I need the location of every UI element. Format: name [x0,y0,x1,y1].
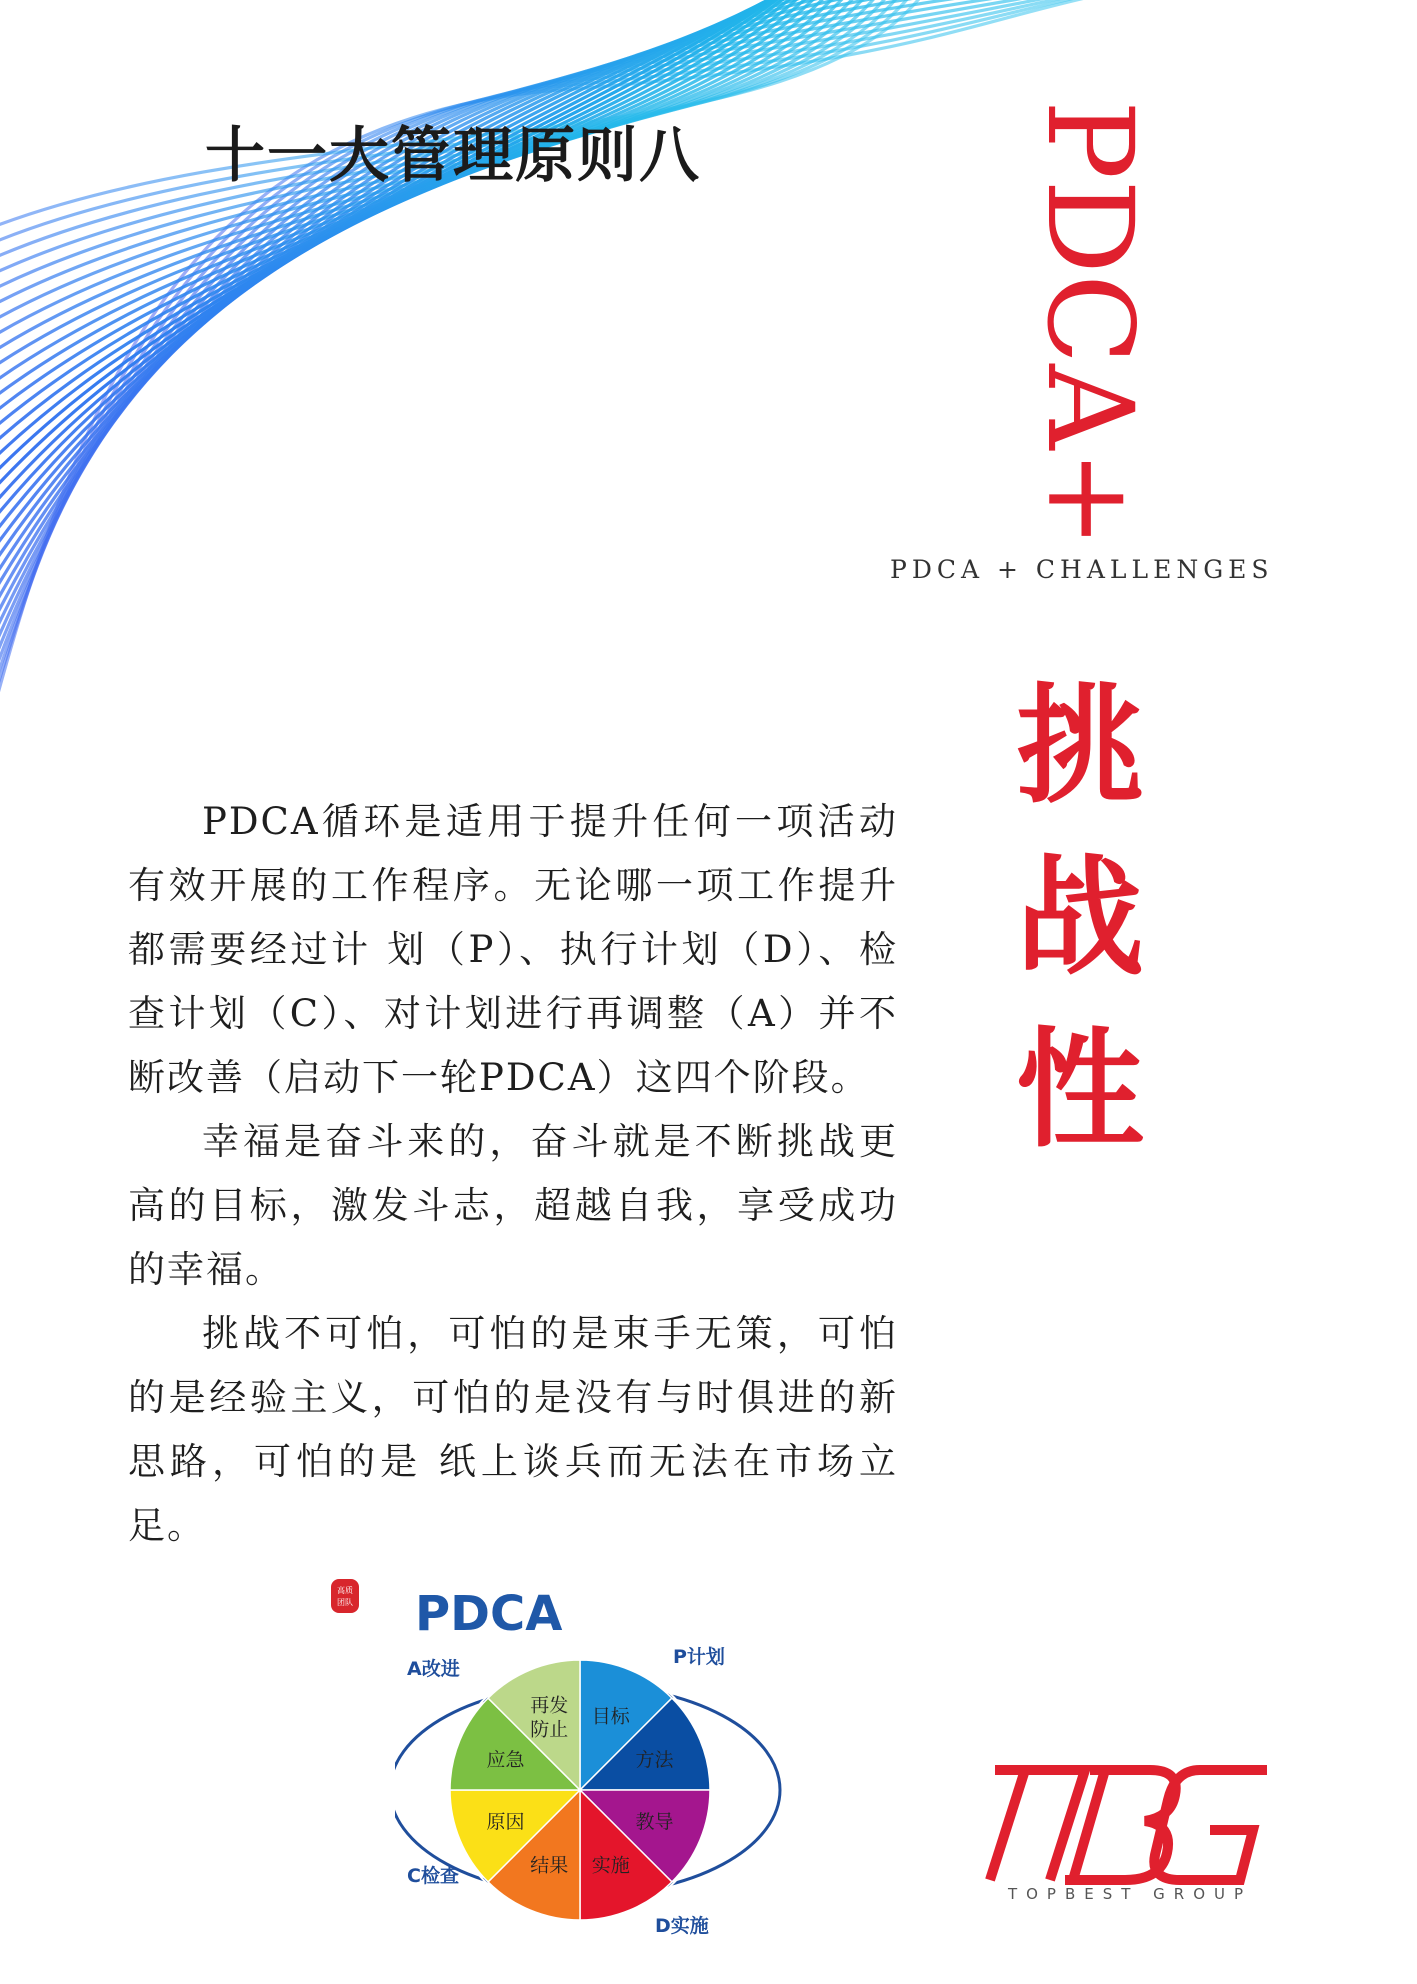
vertical-char-1: 挑 [1015,671,1144,821]
label-c-check: C检查 [407,1865,459,1887]
pdca-segment-label: 原因 [486,1810,525,1833]
paragraph-2: 幸福是奋斗来的，奋斗就是不断挑战更高的目标，激发斗志，超越自我，享受成功的幸福。 [128,1120,898,1291]
pdca-title: PDCA [415,1586,563,1642]
logo-subtitle: TOPBEST GROUP [1007,1885,1253,1903]
vertical-char-2: 战 [1015,843,1144,993]
pdca-segment-label: 再发防止 [530,1694,569,1741]
page-heading: 十一大管理原则八 [205,121,701,191]
label-d-do: D实施 [655,1915,709,1937]
pdca-segment-label: 应急 [486,1749,525,1772]
label-a-improve: A改进 [407,1658,460,1680]
vertical-char-3: 性 [1015,1015,1144,1165]
paragraph-1: PDCA循环是适用于提升任何一项活动有效开展的工作程序。无论哪一项工作提升 都需要经过计 划（P）、执行计划（D）、检查计划（C）、对计划进行再调整（A）并不断改善（启动下一轮PDCA）这四个阶段。 [128,800,898,1099]
pdca-segment-label: 教导 [635,1810,674,1833]
pdca-segment-label: 目标 [591,1705,630,1728]
seal-stamp [330,1578,360,1614]
vertical-title-wrap [1021,95,1159,549]
svg-text:高质: 高质 [337,1586,353,1595]
paragraph-3: 挑战不可怕，可怕的是束手无策，可怕的是经验主义，可怕的是没有与时俱进的新思路，可怕的是 纸上谈兵而无法在市场立足。 [128,1312,898,1547]
pdca-segment-label: 实施 [591,1854,630,1877]
svg-text:团队: 团队 [337,1598,353,1607]
tbg-logo-icon [985,1755,1275,1905]
pdca-diagram [395,1580,795,1950]
body-text [128,790,898,1558]
vertical-chars [1010,660,1150,1176]
pdca-segment-label: 方法 [635,1749,674,1772]
subtitle: PDCA + CHALLENGES [890,555,1274,584]
pdca-pie [450,1660,710,1920]
label-p-plan: P计划 [673,1646,725,1668]
vertical-title: PDCA+ [1021,100,1159,549]
pdca-segment-label: 结果 [530,1854,569,1877]
